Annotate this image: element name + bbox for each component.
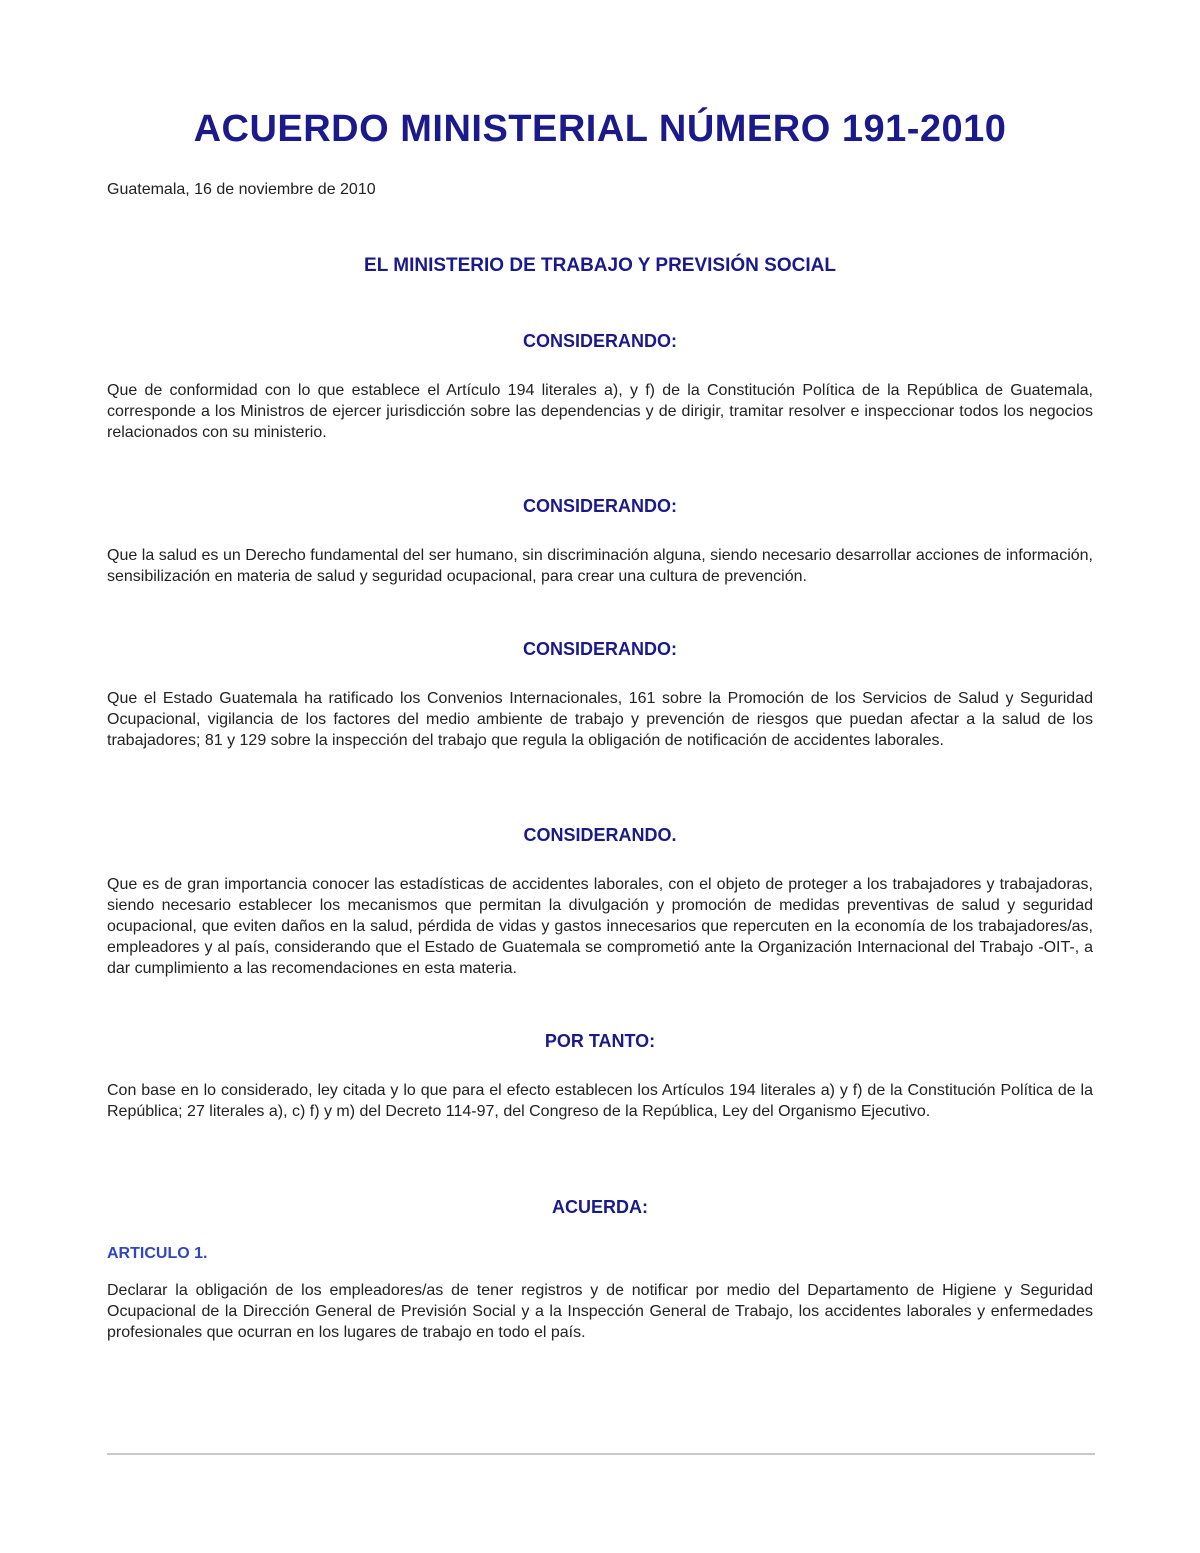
por-tanto-heading: POR TANTO:	[544, 1031, 656, 1051]
considerando-heading-3: CONSIDERANDO:	[522, 639, 677, 659]
document-date: Guatemala, 16 de noviembre de 2010	[107, 181, 376, 198]
considerando-paragraph-1: Que de conformidad con lo que establece el Artículo 194 literales a), y f) de la Constitución Política de la República de Guatemala, corresponde a los Ministros de ejercer jurisdicción sobre las dependencias y de dirigir, tramitar resolver e inspeccionar todos los negocios relacionados con su ministerio.	[107, 382, 1093, 441]
considerando-paragraph-4: Que es de gran importancia conocer las estadísticas de accidentes laborales, con el objeto de proteger a los trabajadores y trabajadoras, siendo necesario establecer los mecanismos que permitan la divulgación y promoción de medidas preventivas de salud y seguridad ocupacional, que eviten daños en la salud, pérdida de vidas y gastos innecesarios que repercuten en la economía de los trabajadores/as, empleadores y al país, considerando que el Estado de Guatemala se comprometió ante la Organización Internacional del Trabajo -OIT-, a dar cumplimiento a las recomendaciones en esta materia.	[107, 876, 1093, 977]
page-divider	[107, 1453, 1095, 1455]
article-1-label: ARTICULO 1.	[107, 1245, 208, 1262]
considerando-paragraph-3: Que el Estado Guatemala ha ratificado los Convenios Internacionales, 161 sobre la Promoción de los Servicios de Salud y Seguridad Ocupacional, vigilancia de los factores del medio ambiente de trabajo y prevención de riesgos que puedan afectar a la salud de los trabajadores; 81 y 129 sobre la inspección del trabajo que regula la obligación de notificación de accidentes laborales.	[107, 690, 1093, 749]
considerando-heading-1: CONSIDERANDO:	[522, 331, 677, 351]
considerando-heading-2: CONSIDERANDO:	[522, 496, 677, 516]
article-1-paragraph: Declarar la obligación de los empleadores/as de tener registros y de notificar por medio del Departamento de Higiene y Seguridad Ocupacional de la Dirección General de Previsión Social y a la Inspección General de Trabajo, los accidentes laborales y enfermedades profesionales que ocurran en los lugares de trabajo en todo el país.	[107, 1282, 1093, 1341]
considerando-heading-4: CONSIDERANDO.	[523, 825, 677, 845]
document-title: ACUERDO MINISTERIAL NÚMERO 191-2010	[193, 108, 1007, 150]
considerando-paragraph-2: Que la salud es un Derecho fundamental del ser humano, sin discriminación alguna, siendo necesario desarrollar acciones de información, sensibilización en materia de salud y seguridad ocupacional, para crear una cultura de prevención.	[107, 547, 1093, 585]
ministry-heading: EL MINISTERIO DE TRABAJO Y PREVISIÓN SOCIAL	[364, 255, 836, 276]
por-tanto-paragraph: Con base en lo considerado, ley citada y lo que para el efecto establecen los Artículos 194 literales a) y f) de la Constitución Política de la República; 27 literales a), c) f) y m) del Decreto 114-97, del Congreso de la República, Ley del Organismo Ejecutivo.	[107, 1082, 1093, 1120]
acuerda-heading: ACUERDA:	[552, 1197, 648, 1217]
